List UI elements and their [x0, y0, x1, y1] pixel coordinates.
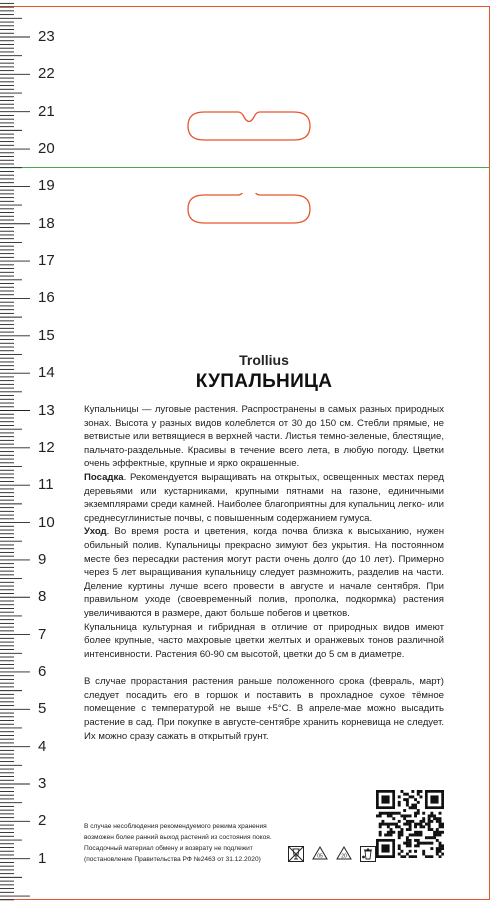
cultural-paragraph: Купальница культурная и гибридная в отличие от природных видов имеют более крупные, часто махровые цветки желтых и оранжевых тонов различной интенсивности. Растения 60-90 см высотой, цветки до 5 см в диаметре.	[84, 621, 444, 660]
ruler-number: 15	[38, 326, 55, 344]
intro-paragraph: Купальницы — луговые растения. Распространены в самых разных природных зонах. Высота у разных видов колеблется от 30 до 150 см. Стебли прямые, не ветвистые или ветвящиеся в верхней части. Листья темно-зеленые, блестящие, пальчато-раздельные. Красивы в течение всего лета, в любую погоду. Цветки очень эффектные, крупные и ярко окрашенные.	[84, 404, 444, 470]
bin-disposal-icon	[359, 845, 377, 863]
ruler-number: 8	[38, 588, 47, 606]
disposal-icons	[287, 844, 377, 864]
ruler	[0, 0, 70, 908]
cut-line	[0, 167, 490, 168]
pap-recycle-icon	[335, 845, 353, 863]
recycle-icon	[311, 845, 329, 863]
ruler-number: 13	[38, 401, 55, 419]
ruler-number: 6	[38, 662, 47, 680]
ruler-number: 14	[38, 364, 55, 382]
ruler-number: 23	[38, 28, 55, 45]
footer-line-2: возможен более ранний выход растений из состояния покоя.	[84, 834, 272, 841]
footer-line-3: Посадочный материал обмену и возврату не подлежит	[84, 845, 253, 852]
footer-note	[84, 821, 294, 865]
ruler-number: 21	[38, 102, 55, 120]
qr-code[interactable]	[376, 790, 444, 858]
ruler-number: 3	[38, 775, 47, 792]
ruler-number: 22	[38, 65, 55, 83]
latin-name: Trollius	[239, 352, 289, 368]
care-label: Уход	[84, 526, 107, 538]
product-info	[84, 352, 444, 743]
ruler-number: 16	[38, 289, 55, 307]
ruler-number: 7	[38, 625, 47, 643]
ruler-number: 2	[38, 812, 47, 830]
footer-line-1: В случае несоблюдения рекомендуемого режима хранения	[84, 823, 267, 830]
ruler-number: 4	[38, 737, 47, 755]
care-text: . Во время роста и цветения, когда почва близка к высыханию, нужен обильный полив. Купальницы прекрасно зимуют без укрытия. На постоянном месте без пересадки растения могут расти очень долго (до 10 лет). Примерно через 5 лет выращивания купальницу следует размножить, разделив на части. Деление куртины лучше всего провести в августе и начале сентября. При правильном уходе (своевременный полив, прополка, подкормка) растения увеличиваются в размере, дают больше побегов и цветков.	[84, 526, 444, 619]
ruler-number: 1	[38, 849, 47, 867]
care-paragraph	[84, 525, 444, 620]
hang-hole-bottom	[186, 193, 312, 225]
ruler-number: 12	[38, 438, 55, 456]
footer-line-4: (постановление Правительства РФ №2463 от 31.12.2020)	[84, 856, 261, 863]
no-glass-icon	[287, 845, 305, 863]
svg-text:20: 20	[341, 853, 347, 860]
planting-text: . Рекомендуется выращивать на открытых, освещенных местах перед деревьями или кустарниками, крупными пятнами на газоне, единичными экземплярами среди камней. Наиболее благоприятны для купальниц легко- или среднесуглинистые почвы, с повышенным содержанием гумуса.	[84, 471, 444, 524]
planting-label: Посадка	[84, 471, 124, 483]
product-title: КУПАЛЬНИЦА	[195, 371, 333, 392]
hang-hole-top	[186, 110, 312, 142]
ruler-number: 20	[38, 140, 55, 158]
ruler-number: 5	[38, 700, 47, 718]
ruler-number: 11	[38, 476, 54, 494]
planting-paragraph	[84, 471, 444, 525]
ruler-number: 17	[38, 252, 55, 270]
ruler-number: 9	[38, 550, 47, 568]
ruler-number: 19	[38, 177, 55, 195]
svg-text:05: 05	[317, 853, 323, 860]
ruler-number: 18	[38, 214, 55, 232]
ruler-ticks	[0, 0, 70, 908]
ruler-number: 10	[38, 513, 55, 531]
storage-paragraph: В случае прорастания растения раньше положенного срока (февраль, март) следует посадить его в горшок и поставить в прохладное сухое тёмное помещение с температурой не выше +5°С. В апреле-мае можно высадить растение в сад. При покупке в августе-сентябре хранить корневища не следует. Их можно сразу сажать в открытый грунт.	[84, 676, 444, 742]
